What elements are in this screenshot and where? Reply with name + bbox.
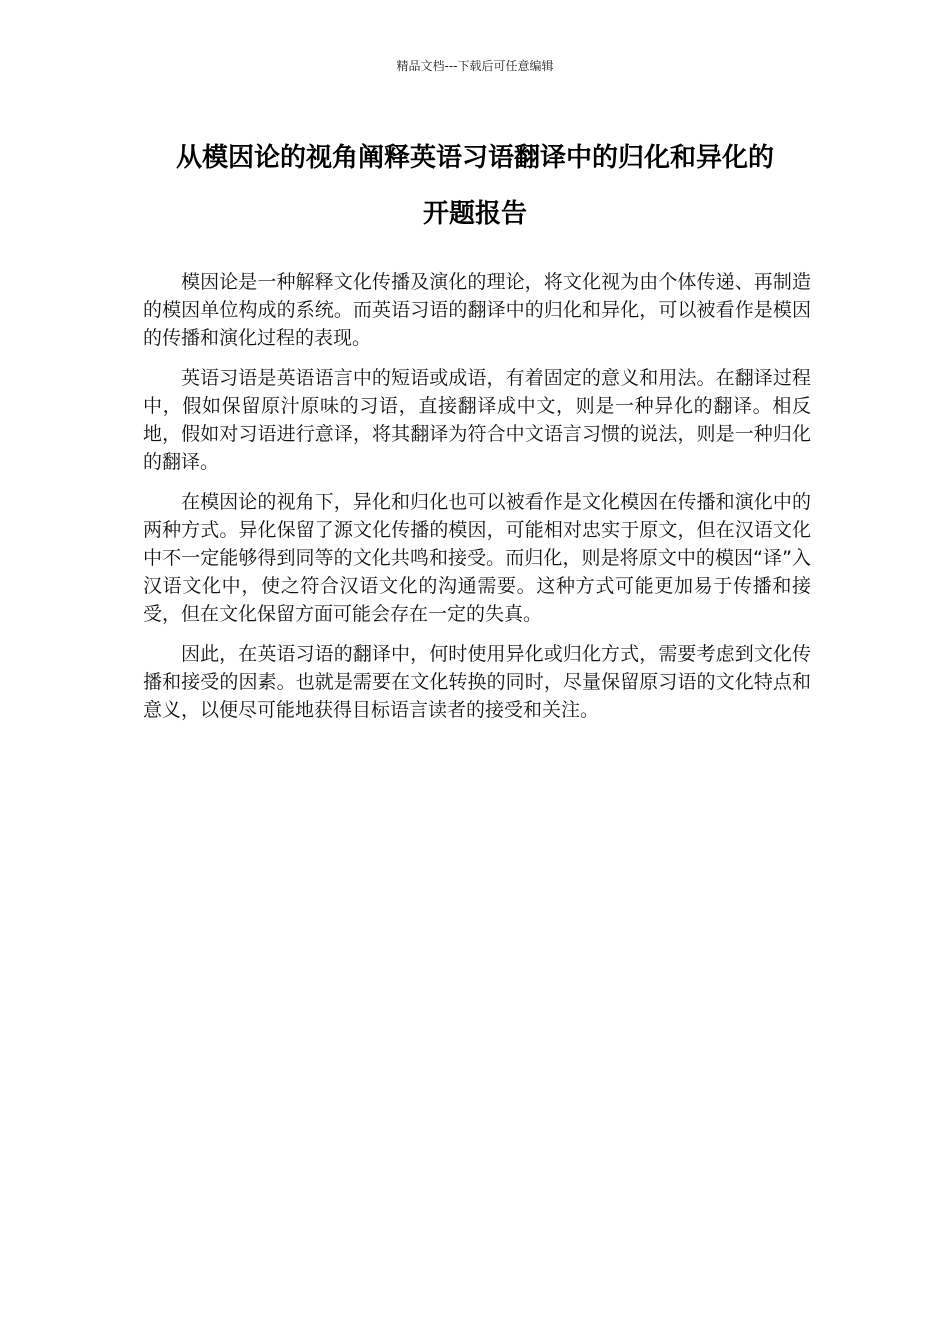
paragraph-3: 在模因论的视角下，异化和归化也可以被看作是文化模因在传播和演化中的两种方式。异化保留了源文化传播的模因，可能相对忠实于原文，但在汉语文化中不一定能够得到同等的文化共鸣和接受。而归化，则是将原文中的模因“译”入汉语文化中，使之符合汉语文化的沟通需要。这种方式可能更加易于传播和接受，但在文化保留方面可能会存在一定的失真。 <box>143 491 811 625</box>
paragraph-1: 模因论是一种解释文化传播及演化的理论，将文化视为由个体传递、再制造的模因单位构成的系统。而英语习语的翻译中的归化和异化，可以被看作是模因的传播和演化过程的表现。 <box>143 271 811 349</box>
title-line-2: 开题报告 <box>422 199 527 229</box>
paragraph-4: 因此，在英语习语的翻译中，何时使用异化或归化方式，需要考虑到文化传播和接受的因素。也就是需要在文化转换的同时，尽量保留原习语的文化特点和意义，以便尽可能地获得目标语言读者的接受和关注。 <box>143 643 811 721</box>
paragraph-2: 英语习语是英语语言中的短语或成语，有着固定的意义和用法。在翻译过程中，假如保留原汁原味的习语，直接翻译成中文，则是一种异化的翻译。相反地，假如对习语进行意译，将其翻译为符合中文语言习惯的说法，则是一种归化的翻译。 <box>143 367 811 473</box>
document-title <box>120 130 830 242</box>
document-body <box>143 268 811 736</box>
title-line-1: 从模因论的视角阐释英语习语翻译中的归化和异化的 <box>175 143 774 173</box>
header-note: 精品文档---下载后可任意编辑 <box>396 59 554 73</box>
